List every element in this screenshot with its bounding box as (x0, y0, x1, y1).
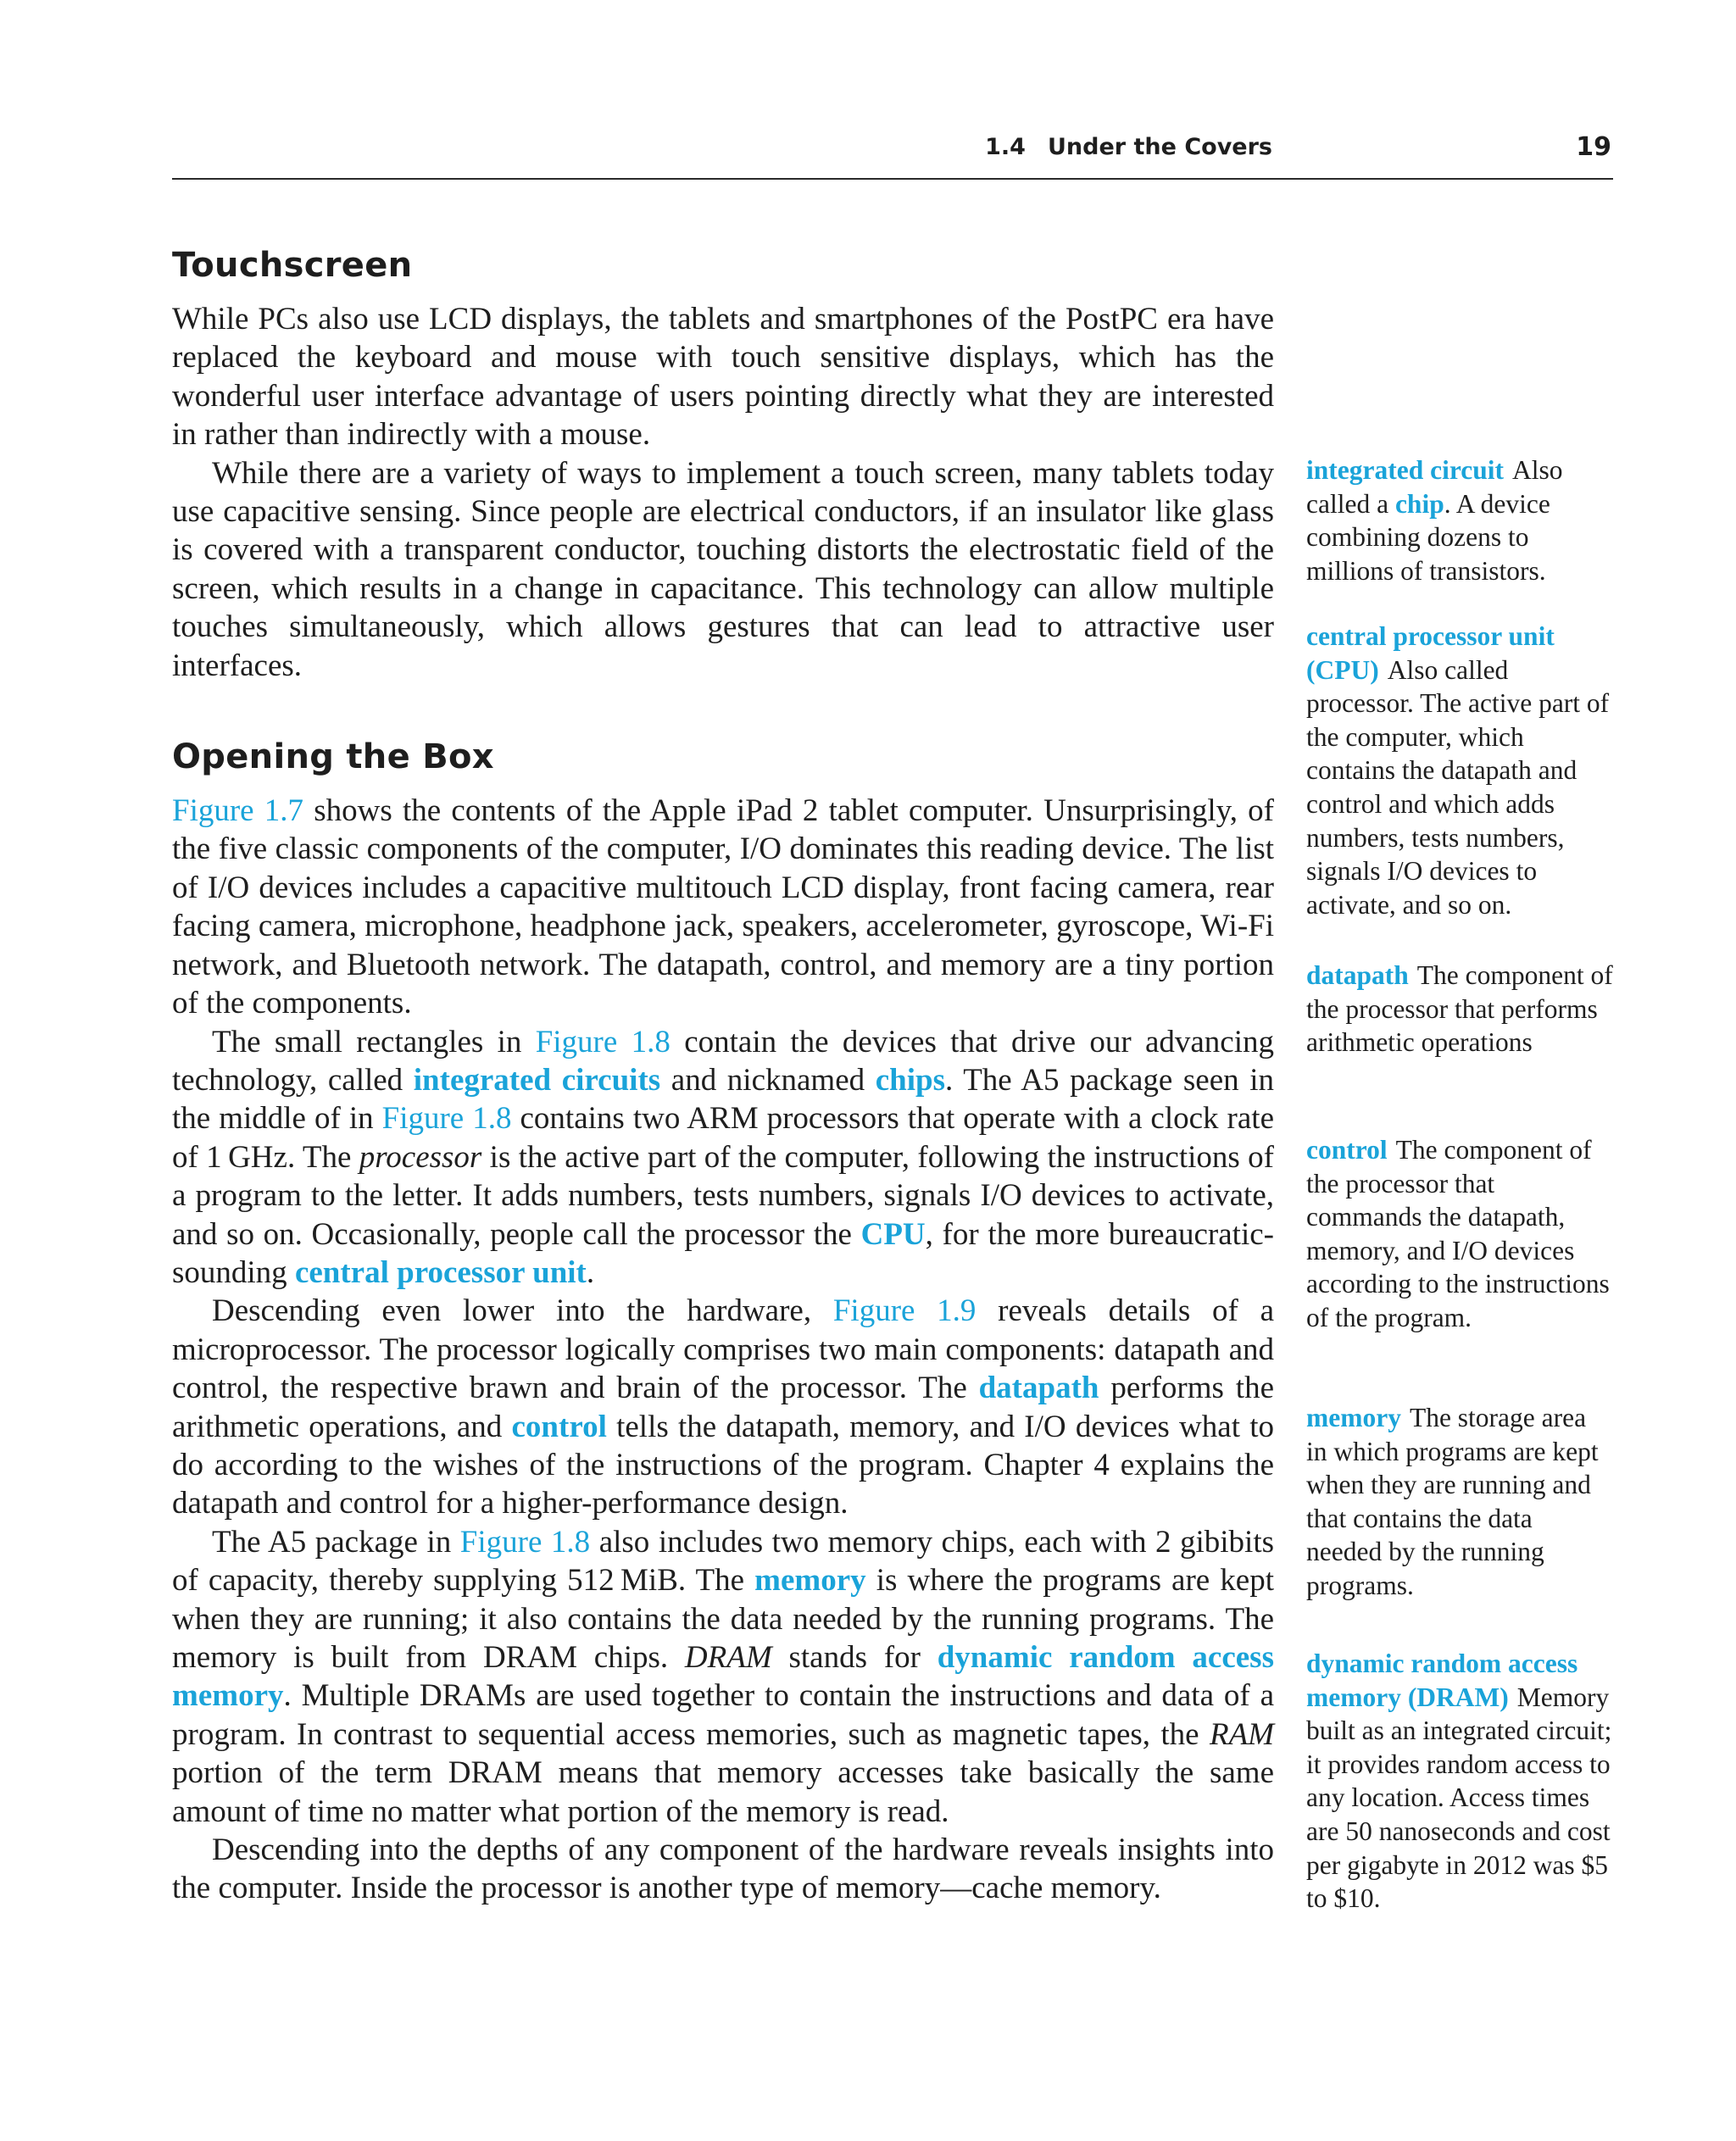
section-number: 1.4 (985, 134, 1026, 160)
page-number: 19 (1576, 132, 1611, 162)
glossary-term: integrated circuit (1306, 455, 1504, 485)
paragraph: Descending even lower into the hardware, Figure 1.9 reveals details of a microprocessor. The processor logically comprises two main components: datapath and control, the respective brawn and brain of the processor. The datapath performs the arithmetic operations, and control tells the datapath, memory, and I/O devices what to do according to the wishes of the instructions of the program. Chapter 4 explains the datapath and control for a higher-performance design. (172, 1293, 1274, 1521)
glossary-term: control (1306, 1135, 1388, 1165)
figure-link[interactable]: Figure 1.8 (459, 1524, 591, 1560)
glossary-entry: control The component of the processor that commands the datapath, memory, and I/O devices according to the instructions of the program. (1306, 1135, 1610, 1332)
section-title (985, 134, 1272, 160)
key-term: control (511, 1409, 607, 1444)
figure-link[interactable]: Figure 1.8 (535, 1024, 670, 1059)
figure-link[interactable]: Figure 1.7 (172, 793, 304, 829)
figure-link[interactable]: Figure 1.9 (832, 1293, 976, 1329)
glossary-term: dynamic random access memory (DRAM) (1306, 1649, 1578, 1712)
paragraph: The A5 package in Figure 1.8 also includes two memory chips, each with 2 gibibits of capacity, thereby supplying 512 MiB. The memory is where the programs are kept when they are running; it also contains the data needed by the running programs. The memory is built from DRAM chips. DRAM stands for dynamic random access memory. Multiple DRAMs are used together to contain the instructions and data of a program. In contrast to sequential access memories, such as magnetic tapes, the RAM portion of the term DRAM means that memory accesses take basically the same amount of time no matter what portion of the memory is read. (172, 1524, 1275, 1829)
key-term: central processor unit (294, 1254, 587, 1290)
paragraph: While there are a variety of ways to implement a touch screen, many tablets today use capacitive sensing. Since people are electrical conductors, if an insulator like glass is covered with a transparent conductor, touching distorts the electrostatic field of the screen, which results in a change in capacitance. This technology can allow multiple touches simultaneously, which allows gestures that can lead to attractive user interfaces. (172, 455, 1274, 683)
figure-link[interactable]: Figure 1.8 (381, 1101, 512, 1137)
glossary-entry: memory The storage area in which programs are kept when they are running and that contains the data needed by the running programs. (1306, 1403, 1599, 1600)
glossary-term: central processor unit (CPU) (1306, 621, 1555, 685)
key-term: CPU (860, 1216, 926, 1252)
paragraph: Figure 1.7 shows the contents of the Apple iPad 2 tablet computer. Unsurprisingly, of the five classic components of the computer, I/O dominates this reading device. The list of I/O devices includes a capacitive multitouch LCD display, front facing camera, rear facing camera, microphone, headphone jack, speakers, accelerometer, gyroscope, Wi-Fi network, and Bluetooth network. The datapath, control, and memory are a tiny portion of the components. (172, 793, 1274, 1021)
key-term: dynamic random access memory (172, 1640, 1274, 1714)
glossary-term: datapath (1306, 960, 1409, 990)
glossary-entry: datapath The component of the processor that performs arithmetic operations (1306, 960, 1613, 1058)
running-header (172, 134, 1613, 180)
key-term: integrated circuits (413, 1062, 661, 1098)
section-name: Under the Covers (1047, 134, 1272, 160)
paragraph: While PCs also use LCD displays, the tablets and smartphones of the PostPC era have replaced the keyboard and mouse with touch sensitive displays, which has the wonderful user interface advantage of users pointing directly what they are interested in rather than indirectly with a mouse. (172, 302, 1274, 453)
key-term: datapath (978, 1371, 1099, 1406)
paragraph: Descending into the depths of any component of the hardware reveals insights into the computer. Inside the processor is another type of memory—cache memory. (172, 1832, 1274, 1906)
key-term: memory (754, 1563, 866, 1599)
paragraph: The small rectangles in Figure 1.8 contain the devices that drive our advancing technology, called integrated circuits and nicknamed chips. The A5 package seen in the middle of in Figure 1.8 contains two ARM processors that operate with a clock rate of 1 GHz. The processor is the active part of the computer, following the instructions of a program to the letter. It adds numbers, tests numbers, signals I/O devices to activate, and so on. Occasionally, people call the processor the CPU, for the more bureaucratic-sounding central processor unit. (172, 1024, 1275, 1290)
glossary-entry: dynamic random access memory (DRAM) Memory built as an integrated circuit; it provides random access to any location. Access times are 50 nanoseconds and cost per gigabyte in 2012 was $5 to $10. (1306, 1649, 1612, 1914)
heading-touchscreen: Touchscreen (172, 246, 413, 285)
glossary-term: memory (1306, 1403, 1401, 1432)
main-column (172, 246, 1274, 1908)
glossary-entry: central processor unit (CPU) Also called processor. The active part of the computer, which contains the datapath and control and which adds numbers, tests numbers, signals I/O devices to activate, and so on. (1306, 621, 1610, 920)
glossary-entry: integrated circuit Also called a chip. A device combining dozens to millions of transistors. (1306, 455, 1563, 586)
heading-opening-the-box: Opening the Box (172, 737, 494, 777)
key-term: chips (875, 1062, 946, 1098)
